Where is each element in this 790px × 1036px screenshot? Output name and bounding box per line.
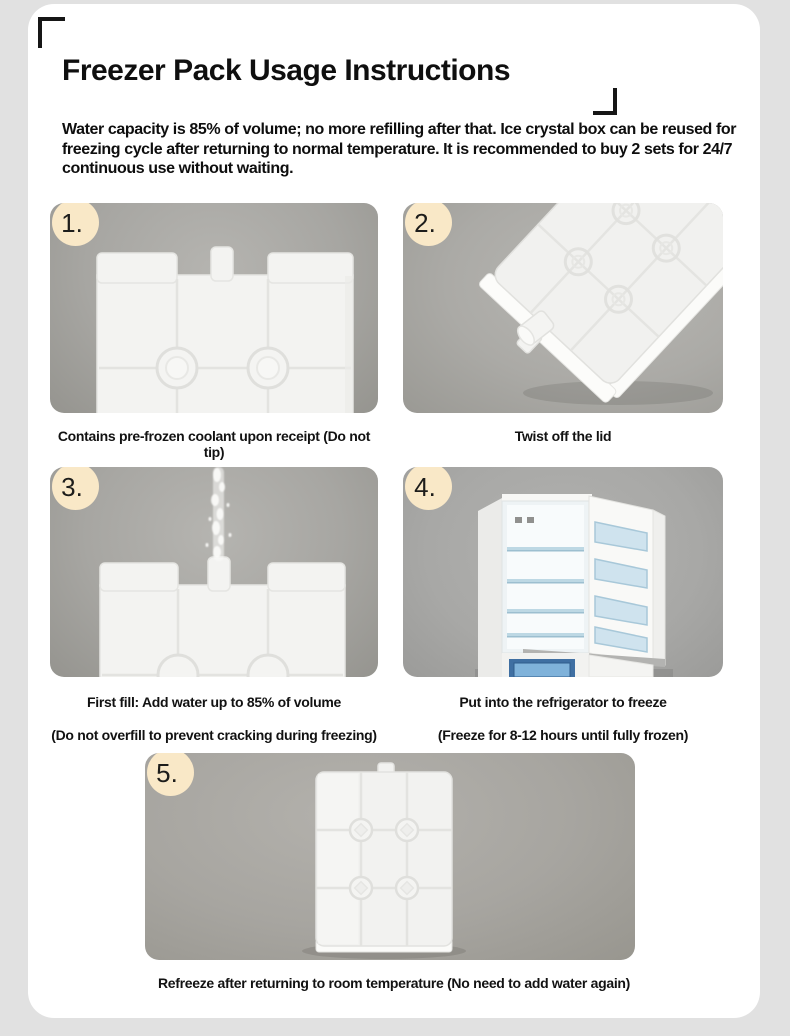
- freezer-pack-front-view-illustration: [50, 203, 378, 413]
- corner-bracket-bottom-right-icon: [593, 88, 617, 115]
- step-3-caption: First fill: Add water up to 85% of volume: [87, 694, 341, 710]
- corner-bracket-top-left-icon: [38, 17, 65, 48]
- freezer-pack-full-view-illustration: [145, 753, 635, 960]
- step-3: [50, 467, 378, 743]
- step-5-photo freezer-pack-full-view-image: [145, 753, 635, 960]
- instruction-card: [28, 4, 760, 1018]
- step-5-caption: Refreeze after returning to room temperature (No need to add water again): [157, 975, 631, 991]
- step-3-photo water-filling-image: [50, 467, 378, 677]
- step-2-caption: Twist off the lid: [514, 428, 612, 444]
- page-title: Freezer Pack Usage Instructions: [62, 54, 511, 87]
- step-5: [145, 753, 635, 960]
- water-filling-illustration: [50, 467, 378, 677]
- step-1-photo freezer-pack-front-view-image: [50, 203, 378, 413]
- step-3-subcaption: (Do not overfill to prevent cracking during freezing): [51, 727, 377, 743]
- step-3-number: 3.: [61, 471, 83, 502]
- step-4-caption: Put into the refrigerator to freeze: [459, 694, 667, 710]
- steps-row-1: [50, 203, 723, 460]
- water-stream-illustration: [206, 467, 232, 561]
- step-5-number: 5.: [156, 757, 178, 788]
- refrigerator-illustration: [403, 467, 723, 677]
- step-2-number: 2.: [414, 207, 436, 238]
- step-1-caption: Contains pre-frozen coolant upon receipt (Do not tip): [57, 428, 371, 460]
- steps-row-2: [50, 467, 723, 743]
- step-4-number: 4.: [414, 471, 436, 502]
- freezer-pack-lid-off-illustration: [403, 203, 723, 413]
- step-4-subcaption: (Freeze for 8-12 hours until fully frozen): [437, 727, 689, 743]
- step-1-number: 1.: [61, 207, 83, 238]
- intro-text: Water capacity is 85% of volume; no more refilling after that. Ice crystal box can be reused for freezing cycle after returning to normal temperature. It is recommended to buy 2 sets for 24/7 continuous use without waiting.: [62, 121, 737, 177]
- step-1: [50, 203, 378, 460]
- step-2-photo freezer-pack-lid-off-image: [403, 203, 723, 413]
- step-2: [403, 203, 723, 460]
- step-4-photo refrigerator-image: [403, 467, 723, 677]
- step-4: [403, 467, 723, 743]
